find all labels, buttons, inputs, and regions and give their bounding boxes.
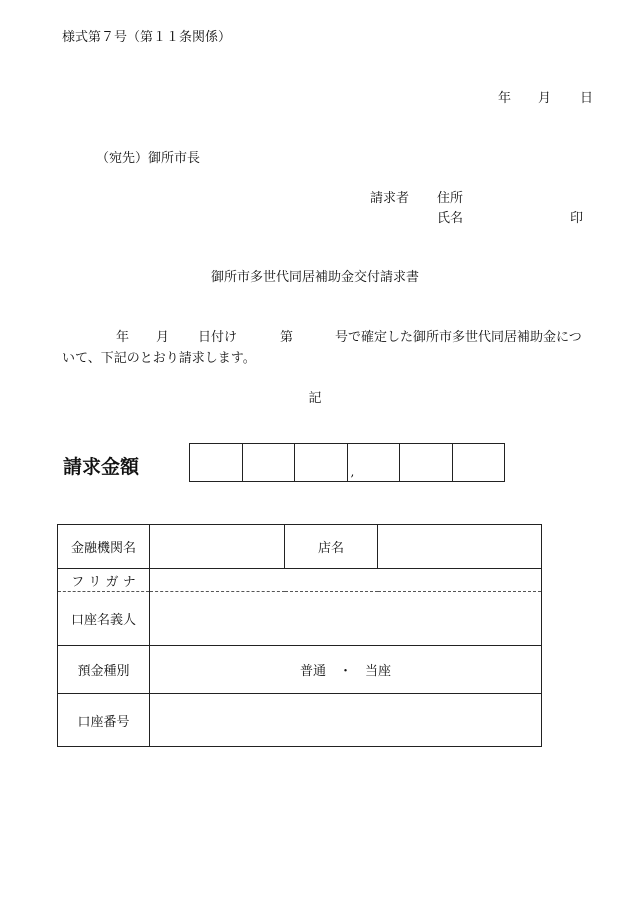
bank-name-field[interactable] (150, 525, 285, 569)
amount-label: 請求金額 (63, 456, 140, 478)
body-line-2: いて、下記のとおり請求します。 (62, 351, 256, 366)
amount-digit-box[interactable] (347, 444, 400, 481)
date-year: 年 (498, 91, 512, 106)
amount-digit-box[interactable] (452, 444, 505, 481)
amount-boxes (189, 443, 505, 482)
date-day: 日 (580, 91, 594, 106)
account-number-field[interactable] (150, 694, 542, 747)
addressee: （宛先）御所市長 (96, 151, 201, 166)
account-number-label: 口座番号 (58, 694, 150, 747)
body-dated: 日付け (198, 330, 238, 345)
requester-label: 請求者 (370, 191, 410, 206)
thousands-separator: , (350, 465, 355, 479)
date-month: 月 (538, 91, 552, 106)
body-number-prefix: 第 (280, 330, 294, 345)
deposit-type-label: 預金種別 (58, 646, 150, 694)
bank-account-table (57, 524, 542, 747)
ki-mark: 記 (308, 391, 322, 406)
body-rest: 号で確定した御所市多世代同居補助金につ (335, 330, 582, 345)
account-holder-field[interactable] (150, 592, 542, 646)
date-line (498, 87, 593, 106)
address-label: 住所 (437, 191, 464, 206)
amount-digit-box[interactable] (294, 444, 347, 481)
branch-name-label: 店名 (285, 525, 378, 569)
deposit-type-options[interactable]: 普通 ・ 当座 (150, 646, 542, 694)
document-title: 御所市多世代同居補助金交付請求書 (210, 270, 419, 285)
body-line-1 (116, 326, 582, 345)
furigana-field[interactable] (150, 569, 542, 592)
amount-digit-box[interactable] (190, 444, 242, 481)
branch-name-field[interactable] (378, 525, 542, 569)
seal-mark: 印 (570, 211, 584, 226)
name-label: 氏名 (437, 211, 464, 226)
form-number: 様式第７号（第１１条関係） (62, 30, 232, 45)
body-month: 月 (156, 330, 170, 345)
furigana-label: フ リ ガ ナ (58, 569, 150, 592)
bank-name-label: 金融機関名 (58, 525, 150, 569)
account-holder-label: 口座名義人 (58, 592, 150, 646)
amount-digit-box[interactable] (242, 444, 295, 481)
body-year: 年 (116, 330, 130, 345)
amount-digit-box[interactable] (399, 444, 452, 481)
